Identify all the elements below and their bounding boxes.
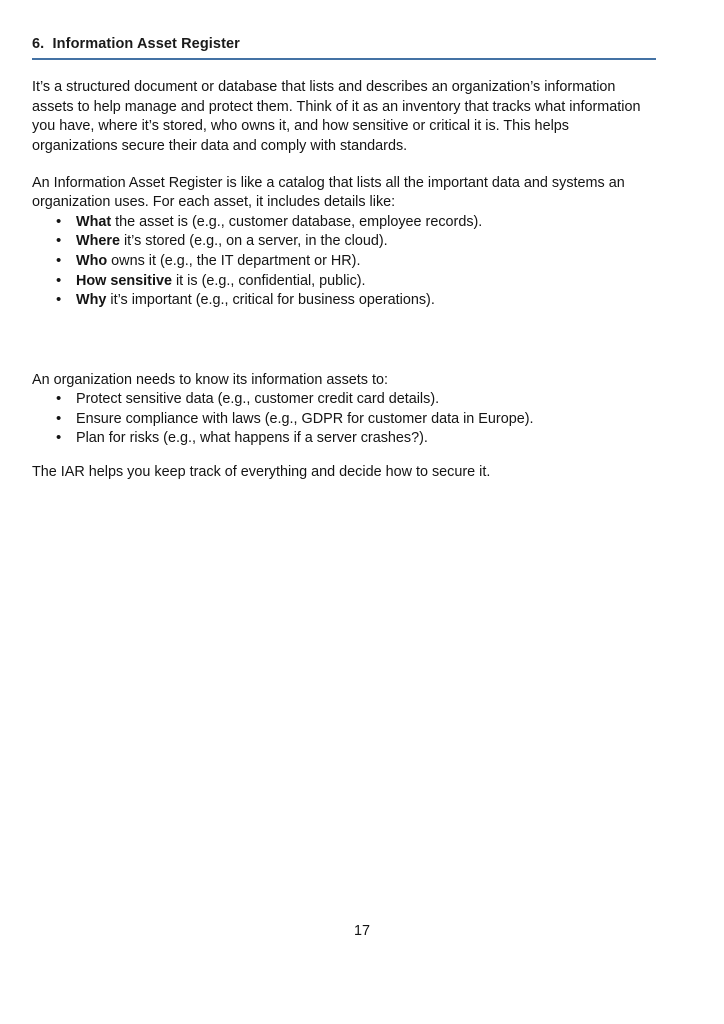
paragraph-catalog: An Information Asset Register is like a catalog that lists all the important data and systems an organization uses. For each asset, it includes details like: [32, 175, 625, 211]
paragraph-intro: It’s a structured document or database that lists and describes an organization’s information assets to help manage and protect them. Think of it as an inventory that tracks what information you have, where it’s stored, who owns it, and how sensitive or critical it is. This helps organizations secure their data and comply with standards. [32, 79, 641, 154]
page-number: 17 [353, 923, 370, 939]
paragraph-needs: An organization needs to know its information assets to: [32, 371, 388, 388]
list-item-text: it’s important (e.g., critical for business operations). [106, 292, 435, 309]
list-item-lead: How sensitive [76, 272, 172, 289]
list-item [32, 232, 656, 252]
list-item-lead: Who [76, 253, 108, 270]
paragraph-closing: The IAR helps you keep track of everything and decide how to secure it. [32, 463, 491, 480]
list-item [32, 252, 656, 272]
section-spacer [32, 311, 656, 371]
list-item-lead: What [76, 213, 112, 230]
list-item-text: Plan for risks (e.g., what happens if a server crashes?). [76, 430, 428, 447]
details-list [32, 213, 656, 311]
reasons-list [32, 390, 656, 449]
list-item-lead: Why [76, 292, 107, 309]
list-item-text: Protect sensitive data (e.g., customer credit card details). [76, 391, 440, 408]
list-item-text: the asset is (e.g., customer database, employee records). [111, 213, 483, 230]
list-item-lead: Where [76, 233, 120, 250]
list-item [32, 291, 656, 311]
list-item [32, 272, 656, 292]
list-item-text: it’s stored (e.g., on a server, in the cloud). [119, 233, 388, 250]
page-content [32, 0, 656, 482]
section-heading: 6. Information Asset Register [32, 0, 656, 60]
list-item [32, 390, 656, 410]
list-item [32, 410, 656, 430]
list-item-text: Ensure compliance with laws (e.g., GDPR for customer data in Europe). [76, 410, 534, 427]
list-item [32, 213, 656, 233]
list-item-text: it is (e.g., confidential, public). [171, 272, 366, 289]
list-item-text: owns it (e.g., the IT department or HR). [107, 253, 361, 270]
list-item [32, 429, 656, 449]
